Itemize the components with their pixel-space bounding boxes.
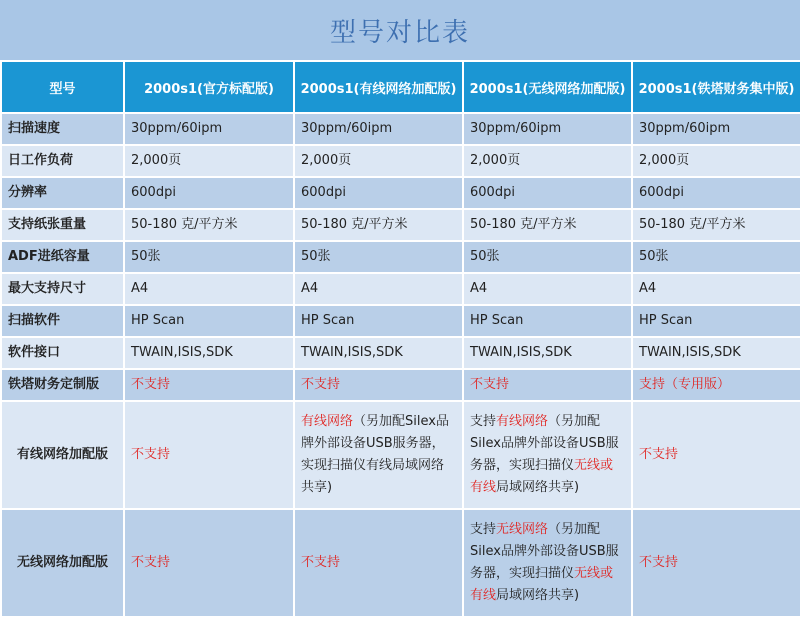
row-label: 扫描速度 — [1, 113, 124, 145]
table-cell: TWAIN,ISIS,SDK — [294, 337, 463, 369]
table-cell: 50张 — [632, 241, 800, 273]
table-cell: 50张 — [124, 241, 294, 273]
table-cell: A4 — [632, 273, 800, 305]
header-wireless: 2000s1(无线网络加配版) — [463, 61, 632, 113]
table-cell: TWAIN,ISIS,SDK — [632, 337, 800, 369]
table-cell: A4 — [124, 273, 294, 305]
table-cell: 50-180 克/平方米 — [294, 209, 463, 241]
table-cell: HP Scan — [294, 305, 463, 337]
table-row — [1, 145, 800, 177]
table-cell: 2,000页 — [294, 145, 463, 177]
table-cell: 600dpi — [124, 177, 294, 209]
row-label: 最大支持尺寸 — [1, 273, 124, 305]
table-row — [1, 273, 800, 305]
row-label: 软件接口 — [1, 337, 124, 369]
title-bar — [0, 0, 800, 60]
table-cell: 50张 — [294, 241, 463, 273]
table-cell: 2,000页 — [124, 145, 294, 177]
table-row — [1, 177, 800, 209]
cell-text: （另加配Silex品牌外部设备USB服务器，实现扫描仪 — [470, 522, 619, 581]
header-model: 型号 — [1, 61, 124, 113]
table-cell: 30ppm/60ipm — [124, 113, 294, 145]
cell-text: 支持 — [470, 522, 497, 537]
cell-text: 局域网络共享) — [496, 588, 580, 603]
row-label: 扫描软件 — [1, 305, 124, 337]
header-wired: 2000s1(有线网络加配版) — [294, 61, 463, 113]
cell-text: 支持 — [470, 414, 497, 429]
highlight-text: 有线网络 — [496, 414, 549, 429]
highlight-text: 无线或有线 — [470, 458, 614, 495]
table-cell — [463, 401, 632, 509]
table-cell: 50-180 克/平方米 — [124, 209, 294, 241]
table-cell: 2,000页 — [463, 145, 632, 177]
table-cell: 30ppm/60ipm — [463, 113, 632, 145]
page-title: 型号对比表 — [329, 17, 470, 48]
highlight-text: 有线网络 — [301, 414, 354, 429]
table-cell: 30ppm/60ipm — [294, 113, 463, 145]
table-cell: 不支持 — [124, 509, 294, 617]
table-cell: 50张 — [463, 241, 632, 273]
row-label: 铁塔财务定制版 — [1, 369, 124, 401]
table-cell: 30ppm/60ipm — [632, 113, 800, 145]
header-standard: 2000s1(官方标配版) — [124, 61, 294, 113]
comparison-table — [0, 60, 800, 618]
cell-text: 局域网络共享) — [496, 480, 580, 495]
cell-text: （另加配Silex品牌外部设备USB服务器，实现扫描仪 — [470, 414, 619, 473]
table-cell: 不支持 — [294, 509, 463, 617]
header-row — [1, 61, 800, 113]
header-tower: 2000s1(铁塔财务集中版) — [632, 61, 800, 113]
table-cell — [294, 401, 463, 509]
row-label: 有线网络加配版 — [1, 401, 124, 509]
highlight-text: 无线或有线 — [470, 566, 614, 603]
row-label: 支持纸张重量 — [1, 209, 124, 241]
table-cell: HP Scan — [124, 305, 294, 337]
table-cell: A4 — [463, 273, 632, 305]
table-row-wireless — [1, 509, 800, 617]
table-row — [1, 113, 800, 145]
row-label: 无线网络加配版 — [1, 509, 124, 617]
table-cell: A4 — [294, 273, 463, 305]
row-label: 日工作负荷 — [1, 145, 124, 177]
table-cell: HP Scan — [463, 305, 632, 337]
table-cell — [463, 509, 632, 617]
table-row — [1, 369, 800, 401]
table-cell: 不支持 — [124, 369, 294, 401]
table-cell: 50-180 克/平方米 — [632, 209, 800, 241]
table-cell: 600dpi — [632, 177, 800, 209]
row-label: 分辨率 — [1, 177, 124, 209]
table-cell: 不支持 — [294, 369, 463, 401]
table-cell: 不支持 — [463, 369, 632, 401]
row-label: ADF进纸容量 — [1, 241, 124, 273]
table-cell: 不支持 — [632, 509, 800, 617]
table-row — [1, 241, 800, 273]
table-row — [1, 337, 800, 369]
table-cell: TWAIN,ISIS,SDK — [463, 337, 632, 369]
table-row-wired — [1, 401, 800, 509]
table-cell: 不支持 — [124, 401, 294, 509]
table-cell: TWAIN,ISIS,SDK — [124, 337, 294, 369]
table-cell: 600dpi — [463, 177, 632, 209]
highlight-text: 无线网络 — [496, 522, 549, 537]
table-cell: 50-180 克/平方米 — [463, 209, 632, 241]
table-cell: 2,000页 — [632, 145, 800, 177]
table-cell: HP Scan — [632, 305, 800, 337]
table-row — [1, 305, 800, 337]
table-cell: 600dpi — [294, 177, 463, 209]
table-row — [1, 209, 800, 241]
table-cell: 不支持 — [632, 401, 800, 509]
table-cell: 支持（专用版） — [632, 369, 800, 401]
cell-text: （另加配Silex品牌外部设备USB服务器，实现扫描仪有线局域网络共享) — [301, 414, 449, 495]
